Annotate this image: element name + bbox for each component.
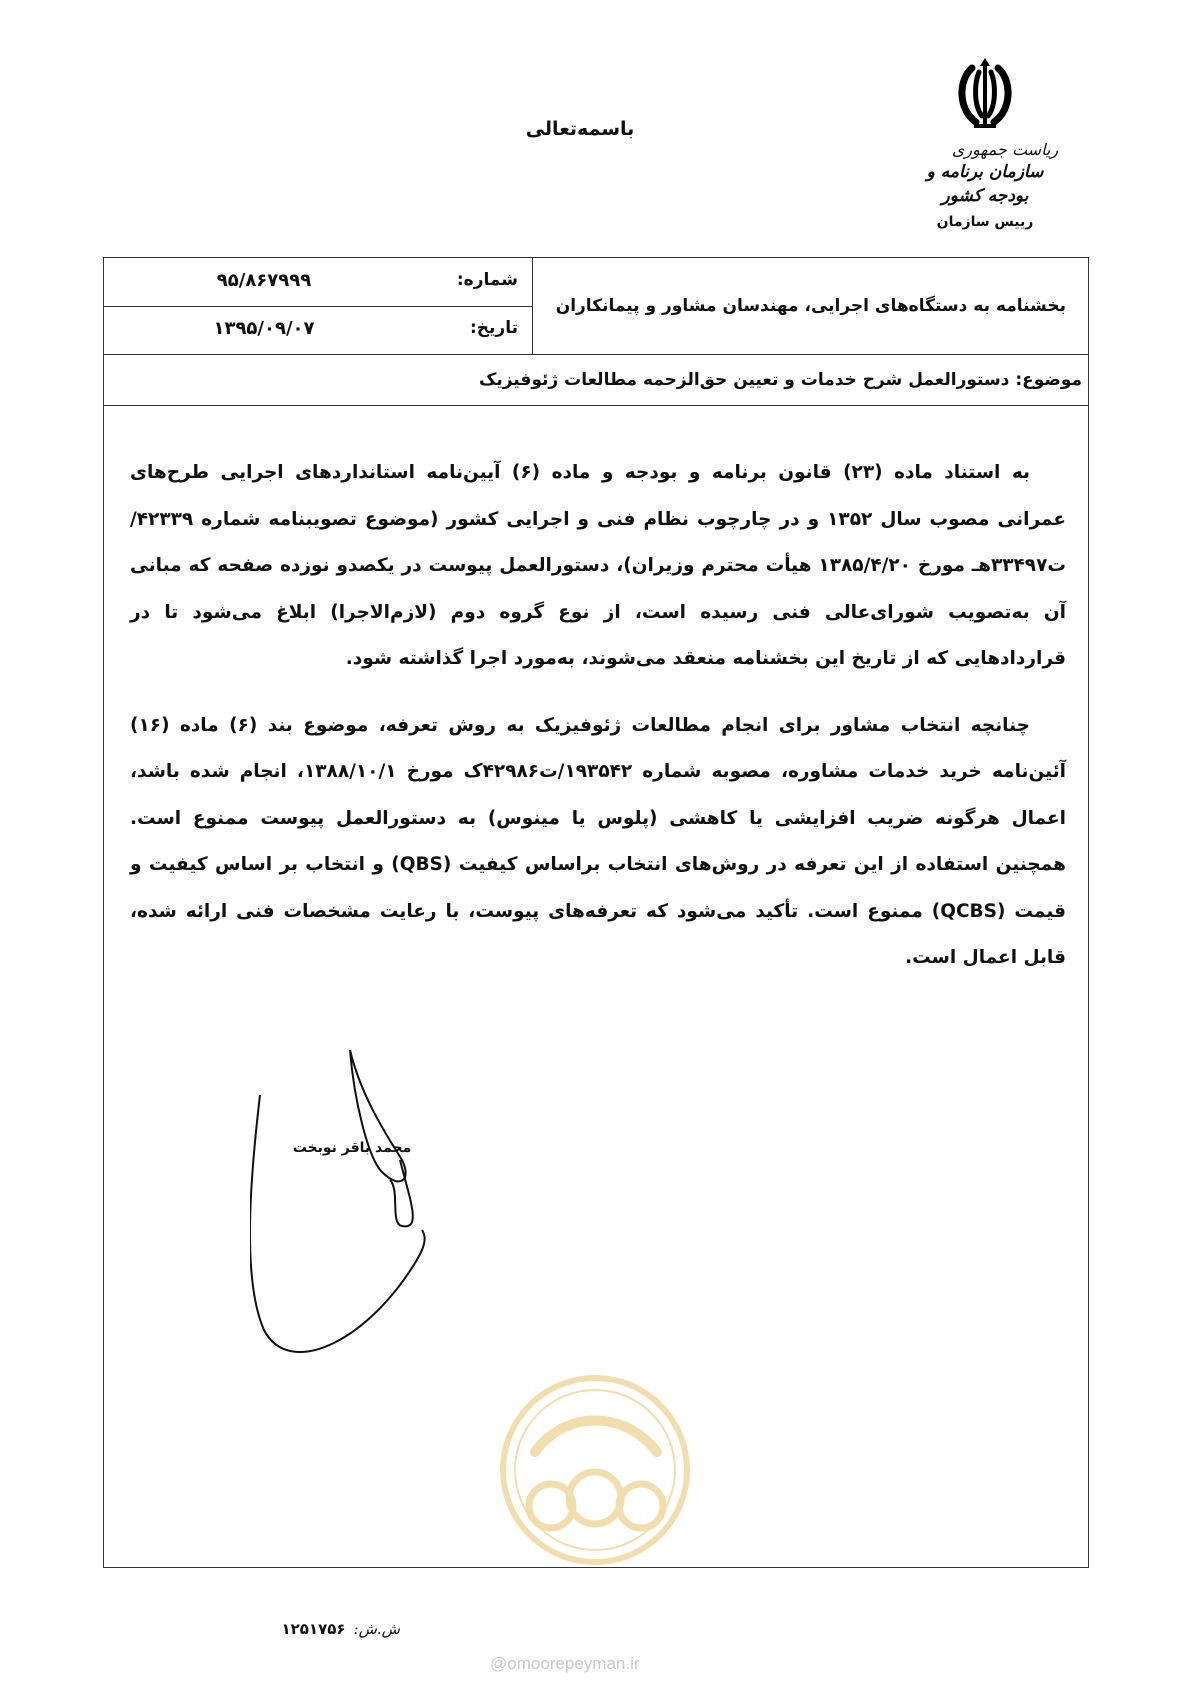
serial-label: ش.ش: bbox=[353, 1620, 400, 1638]
organization-head-title: رییس سازمان bbox=[936, 214, 1034, 230]
signer-name: محمد باقر نوبخت bbox=[292, 1140, 412, 1156]
number-row bbox=[104, 258, 532, 307]
presidency-line: ریاست جمهوری bbox=[951, 140, 1059, 159]
letter-body bbox=[130, 450, 1066, 1002]
body-paragraph-1: به استناد ماده (۲۳) قانون برنامه و بودجه و ماده (۶) آیین‌نامه استانداردهای اجرایی طرح‌های عمرانی مصوب سال ۱۳۵۲ و در چارچوب نظام فنی و اجرایی کشور (موضوع تصویبنامه شماره ۴۲۳۳۹/ت۳۳۴۹۷هـ مورخ ۱۳۸۵/۴/۲۰ هیأت محترم وزیران)، دستورالعمل پیوست در یکصدو نوزده صفحه که مبانی آن به‌تصویب شورای‌عالی فنی رسیده است، از نوع گروه دوم (لازم‌الاجرا) ابلاغ می‌شود تا در قراردادهایی که از تاریخ این بخشنامه منعقد می‌شوند، به‌مورد اجرا گذاشته شود. bbox=[130, 462, 1066, 669]
website-watermark: @omoorepeyman.ir bbox=[490, 1654, 640, 1673]
header-table-row bbox=[104, 258, 1088, 355]
basmala-heading: باسمه‌تعالی bbox=[525, 118, 635, 140]
omoore-peyman-seal-icon bbox=[495, 1370, 695, 1570]
organization-name: سازمان برنامه و بودجه کشور bbox=[926, 162, 1044, 206]
meta-cell bbox=[104, 258, 533, 354]
recipient-cell: بخشنامه به دستگاه‌های اجرایی، مهندسان مشاور و پیمانکاران bbox=[555, 296, 1066, 316]
organization-header bbox=[910, 58, 1060, 230]
date-value: ۱۳۹۵/۰۹/۰۷ bbox=[213, 318, 315, 339]
date-label: تاریخ: bbox=[470, 318, 518, 338]
number-label: شماره: bbox=[456, 270, 518, 290]
iran-emblem-icon bbox=[952, 58, 1018, 132]
handwritten-signature bbox=[250, 1040, 450, 1370]
serial-number bbox=[240, 1620, 400, 1638]
number-value: ۹۵/۸۶۷۹۹۹ bbox=[216, 270, 312, 291]
subject-row: موضوع: دستورالعمل شرح خدمات و تعیین حق‌الزحمه مطالعات ژئوفیزیک bbox=[104, 354, 1088, 406]
serial-value: ۱۲۵۱۷۵۶ bbox=[281, 1620, 346, 1638]
date-row bbox=[104, 306, 532, 354]
body-paragraph-2: چنانچه انتخاب مشاور برای انجام مطالعات ژئوفیزیک به روش تعرفه، موضوع بند (۶) ماده (۱۶) آئین‌نامه خرید خدمات مشاوره، مصوبه شماره ۱۹۳۵۴۲/ت۴۲۹۸۶ک مورخ ۱۳۸۸/۱۰/۱، انجام شده باشد، اعمال هرگونه ضریب افزایشی یا کاهشی (پلوس یا مینوس) به دستورالعمل پیوست ممنوع است. همچنین استفاده از این تعرفه در روش‌های انتخاب براساس کیفیت (QBS) و انتخاب بر اساس کیفیت و قیمت (QCBS) ممنوع است. تأکید می‌شود که تعرفه‌های پیوست، با رعایت مشخصات فنی ارائه شده، قابل اعمال است. bbox=[130, 714, 1066, 968]
